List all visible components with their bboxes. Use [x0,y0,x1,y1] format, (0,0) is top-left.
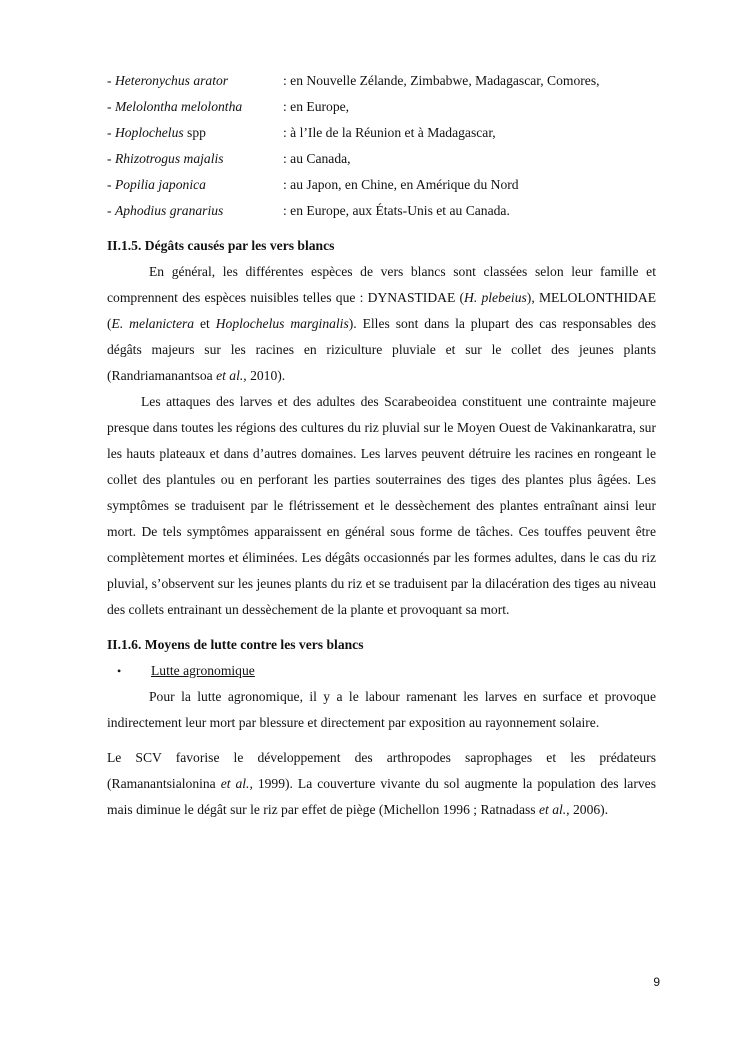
species-name: - Hoplochelus spp [107,125,206,140]
species-row [107,146,656,172]
species-list [107,68,656,224]
paragraph-degats-attacks: Les attaques des larves et des adultes des Scarabeoidea constituent une contrainte majeure presque dans toutes les régions des cultures du riz pluvial sur le Moyen Ouest de Vakinankaratra, sur les hauts plateaux et dans d’autres domaines. Les larves peuvent détruire les racines en rongeant le collet des plantules ou en perforant les parties souterraines des tiges des plantes plus âgées. Les symptômes se traduisent par le flétrissement et le dessèchement des plantes entraînant ainsi leur mort. De tels symptômes apparaissent en général sous forme de tâches. Ces touffes peuvent être complètement mortes et éliminées. Les dégâts occasionnés par les formes adultes, dans le cas du riz pluvial, s’observent sur les jeunes plants du riz et se traduisent par la dilacération des tiges au niveau des collets entrainant un dessèchement de la plante et provoquant sa mort. [107,394,656,617]
species-row [107,68,656,94]
section-heading-lutte: II.1.6. Moyens de lutte contre les vers blancs [107,637,364,652]
species-name: - Rhizotrogus majalis [107,151,224,166]
species-location: : en Europe, aux États-Unis et au Canada. [283,203,510,218]
bullet-label: Lutte agronomique [151,663,255,678]
species-location: : au Japon, en Chine, en Amérique du Nord [283,177,519,192]
page-number: 9 [653,975,660,989]
species-row [107,120,656,146]
bullet-item-lutte-agronomique [107,658,656,684]
species-name: - Aphodius granarius [107,203,224,218]
paragraph-scv: Le SCV favorise le développement des arthropodes saprophages et les prédateurs (Ramanantsialonina et al., 1999). La couverture vivante du sol augmente la population des larves mais diminue le dégât sur le riz par effet de piège (Michellon 1996 ; Ratnadass et al., 2006). [107,750,656,817]
species-name: - Popilia japonica [107,177,206,192]
species-location: : au Canada, [283,151,351,166]
bullet-icon: • [117,664,122,678]
species-location: : en Nouvelle Zélande, Zimbabwe, Madagascar, Comores, [283,73,600,88]
species-row [107,198,656,224]
species-row [107,172,656,198]
species-name: - Melolontha melolontha [107,99,243,114]
species-row [107,94,656,120]
species-location: : à l’Ile de la Réunion et à Madagascar, [283,125,496,140]
document-page [107,68,656,823]
paragraph-lutte-agronomique: Pour la lutte agronomique, il y a le labour ramenant les larves en surface et provoque indirectement leur mort par blessure et directement par exposition au rayonnement solaire. [107,689,656,730]
paragraph-degats-families: En général, les différentes espèces de vers blancs sont classées selon leur famille et comprennent des espèces nuisibles telles que : DYNASTIDAE (H. plebeius), MELOLONTHIDAE (E. melanictera et Hoplochelus marginalis). Elles sont dans la plupart des cas responsables des dégâts majeurs sur les racines en riziculture pluviale et sur le collet des jeunes plants (Randriamanantsoa et al., 2010). [107,264,657,383]
species-location: : en Europe, [283,99,350,114]
species-name: - Heteronychus arator [107,73,229,88]
section-heading-degats: II.1.5. Dégâts causés par les vers blancs [107,238,335,253]
